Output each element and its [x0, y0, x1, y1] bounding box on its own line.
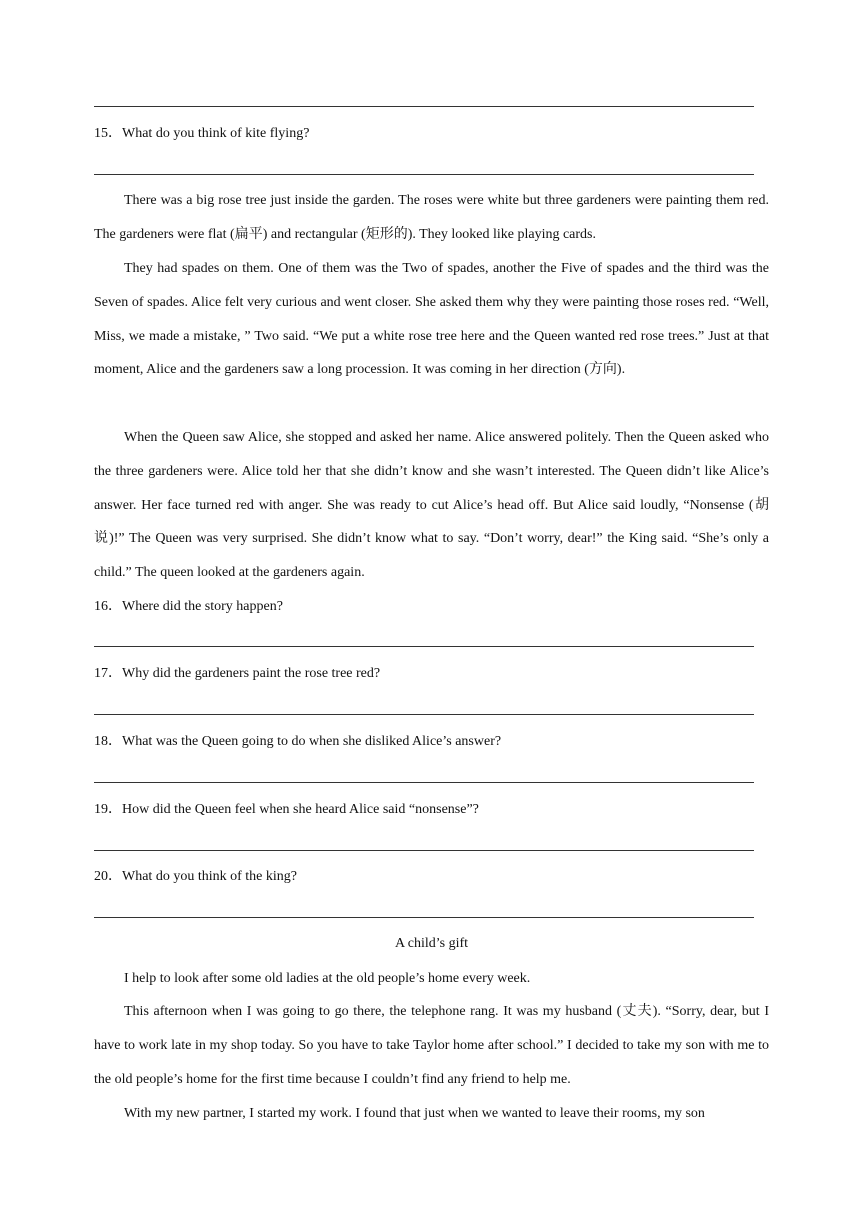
passage1-paragraph-2: They had spades on them. One of them was the Two of spades, another the Five of spades and the third was the Seven of spades. Alice felt very curious and went closer. She asked them why they were painting those roses red. “Well, Miss, we made a mistake, ” Two said. “We put a white rose tree here and the Queen wanted red rose trees.” Just at that moment, Alice and the gardeners saw a long procession. It was coming in her direction (方向). [94, 261, 769, 378]
question-number: 15． [94, 126, 122, 141]
answer-line[interactable] [94, 106, 754, 107]
question-number: 19． [94, 802, 122, 817]
question-text: Why did the gardeners paint the rose tree red? [122, 666, 381, 681]
passage1-paragraph-1: There was a big rose tree just inside the garden. The roses were white but three gardeners were painting them red. The gardeners were flat (扁平) and rectangular (矩形的). They looked like playing cards. [94, 193, 769, 242]
question-18 [94, 732, 501, 752]
question-number: 17． [94, 666, 122, 681]
question-17 [94, 664, 380, 684]
passage2-title: A child’s gift [394, 936, 469, 951]
answer-line-17[interactable] [94, 714, 754, 715]
answer-line-19[interactable] [94, 850, 754, 851]
question-text: Where did the story happen? [122, 599, 283, 614]
answer-line-15[interactable] [94, 174, 754, 175]
answer-line-20[interactable] [94, 917, 754, 918]
question-20 [94, 867, 297, 887]
answer-line-18[interactable] [94, 782, 754, 783]
passage2-paragraph-2: This afternoon when I was going to go there, the telephone rang. It was my husband (丈夫). “Sorry, dear, but I have to work late in my shop today. So you have to take Taylor home after school.” I decided to take my son with me to the old people’s home for the first time because I couldn’t find any friend to help me. [94, 1004, 769, 1087]
question-text: What do you think of the king? [122, 869, 297, 884]
question-16 [94, 597, 283, 617]
question-number: 16． [94, 599, 122, 614]
passage2-paragraph-1: I help to look after some old ladies at the old people’s home every week. [124, 971, 531, 986]
question-19 [94, 800, 479, 820]
answer-line-16[interactable] [94, 646, 754, 647]
question-number: 18． [94, 734, 122, 749]
question-15 [94, 124, 309, 144]
question-text: How did the Queen feel when she heard Alice said “nonsense”? [122, 802, 479, 817]
question-number: 20． [94, 869, 122, 884]
passage2-paragraph-3: With my new partner, I started my work. I found that just when we wanted to leave their rooms, my son [124, 1106, 705, 1121]
question-text: What was the Queen going to do when she disliked Alice’s answer? [122, 734, 502, 749]
question-text: What do you think of kite flying? [122, 126, 310, 141]
worksheet-page [94, 0, 769, 1216]
passage1-paragraph-3: When the Queen saw Alice, she stopped and asked her name. Alice answered politely. Then the Queen asked who the three gardeners were. Alice told her that she didn’t know and she wasn’t interested. The Queen didn’t like Alice’s answer. Her face turned red with anger. She was ready to cut Alice’s head off. But Alice said loudly, “Nonsense (胡说)!” The Queen was very surprised. She didn’t know what to say. “Don’t worry, dear!” the King said. “She’s only a child.” The queen looked at the gardeners again. [94, 430, 769, 581]
